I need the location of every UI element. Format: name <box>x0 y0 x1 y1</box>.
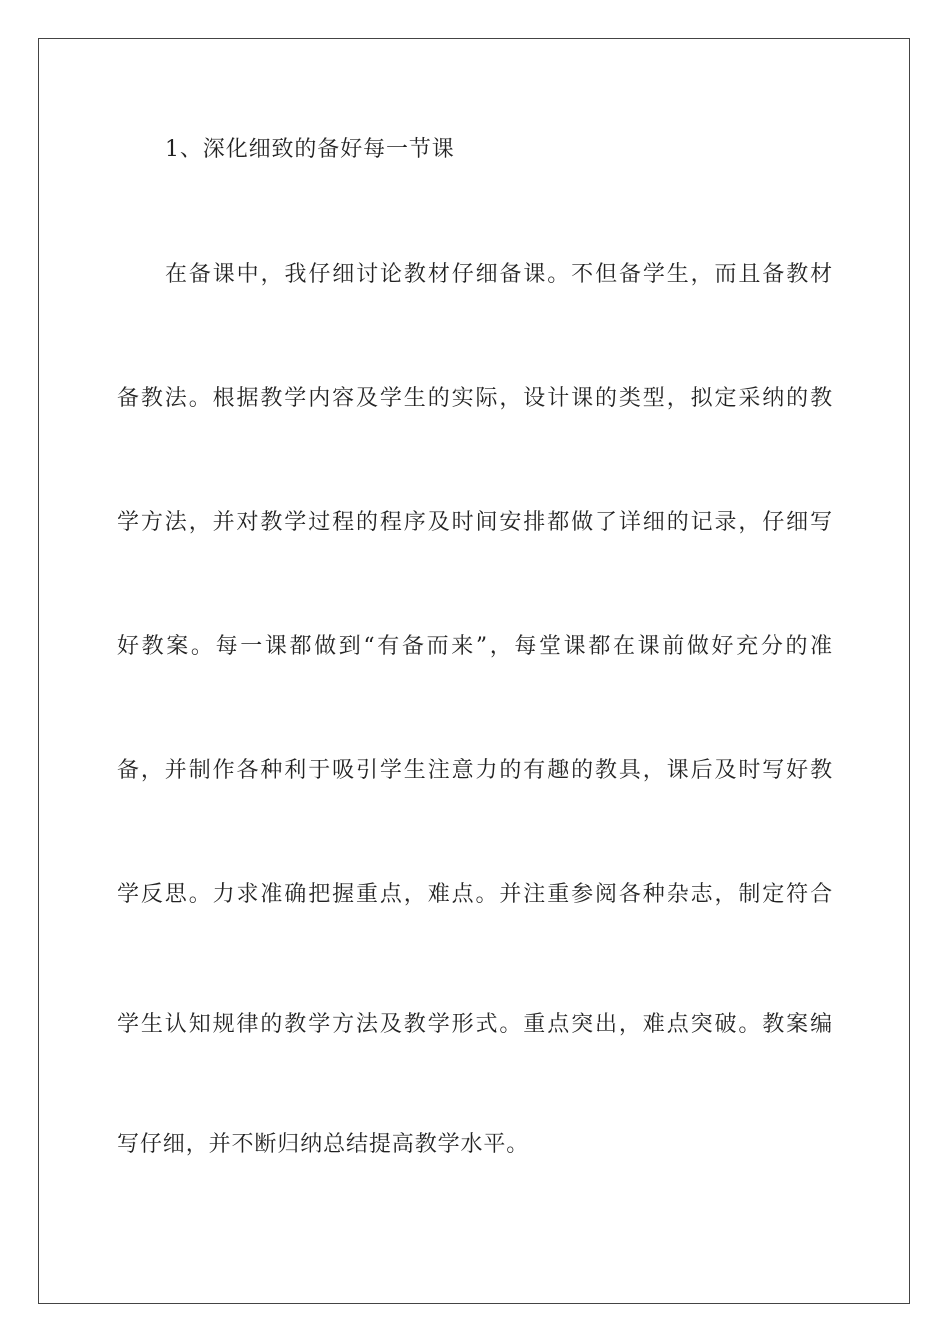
paragraph-line-1: 在备课中，我仔细讨论教材仔细备课。不但备学生，而且备教材 <box>165 262 833 287</box>
page-border <box>38 38 910 1304</box>
section-heading: 1、深化细致的备好每一节课 <box>165 137 455 162</box>
paragraph-line-4: 好教案。每一课都做到“有备而来”，每堂课都在课前做好充分的准 <box>117 634 833 659</box>
paragraph-line-3: 学方法，并对教学过程的程序及时间安排都做了详细的记录，仔细写 <box>117 510 833 535</box>
paragraph-line-7: 学生认知规律的教学方法及教学形式。重点突出，难点突破。教案编 <box>117 1012 833 1037</box>
paragraph-line-5: 备，并制作各种利于吸引学生注意力的有趣的教具，课后及时写好教 <box>117 758 833 783</box>
paragraph-line-8: 写仔细，并不断归纳总结提高教学水平。 <box>117 1132 530 1157</box>
paragraph-line-6: 学反思。力求准确把握重点，难点。并注重参阅各种杂志，制定符合 <box>117 882 833 907</box>
paragraph-line-2: 备教法。根据教学内容及学生的实际，设计课的类型，拟定采纳的教 <box>117 386 833 411</box>
